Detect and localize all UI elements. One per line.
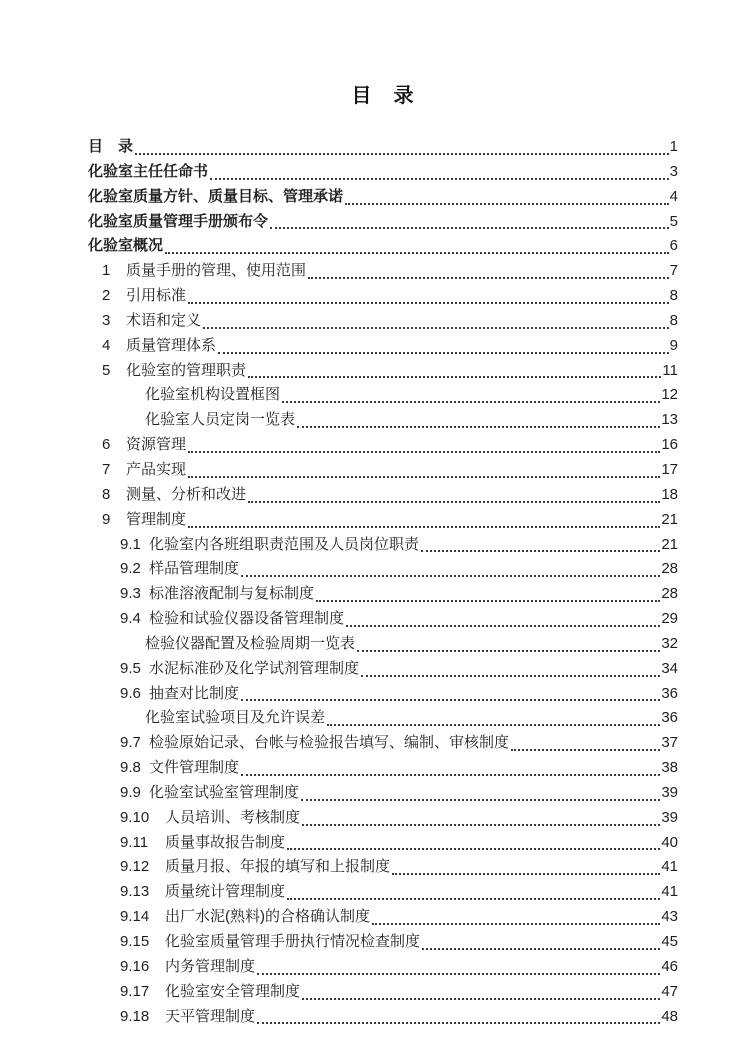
toc-entry[interactable] (88, 880, 678, 905)
toc-entry-label: 检验和试验仪器设备管理制度 (149, 610, 345, 628)
toc-entry-label: 标准溶液配制与复标制度 (149, 585, 315, 603)
dot-leader (203, 327, 669, 329)
toc-entry-label: 化验室机构设置框图 (145, 386, 281, 404)
toc-entry-label: 化验室质量管理手册执行情况检查制度 (165, 933, 421, 950)
toc-entry-number: 6 (102, 436, 111, 454)
toc-entry-number: 9.12 (120, 858, 150, 876)
dot-leader (361, 675, 660, 677)
toc-entry-label: 质量统计管理制度 (165, 883, 286, 901)
toc-entry-page: 18 (661, 485, 678, 503)
toc-entry[interactable] (88, 383, 678, 408)
dot-leader (248, 376, 661, 378)
toc-entry-label: 化验室内各班组职责范围及人员岗位职责 (149, 535, 420, 553)
toc-entry-label: 化验室安全管理制度 (165, 982, 301, 1000)
page-title: 目 录 (351, 85, 415, 107)
toc-entry[interactable] (88, 259, 678, 284)
toc-entry[interactable] (88, 806, 678, 831)
dot-leader (316, 600, 660, 602)
dot-leader (241, 575, 660, 577)
toc-entry-page: 43 (661, 908, 678, 926)
dot-leader (165, 252, 669, 254)
toc-entry[interactable] (88, 980, 678, 1005)
toc-entry-page: 6 (669, 237, 678, 255)
toc-entry-label: 质量管理体系 (126, 336, 217, 354)
toc-entry-label: 内务管理制度 (165, 957, 256, 975)
toc-entry-number: 9.5 (120, 659, 141, 677)
toc-entry-number: 8 (102, 485, 111, 503)
toc-entry[interactable] (88, 682, 678, 707)
toc-entry[interactable] (88, 458, 678, 483)
dot-leader (218, 352, 669, 354)
dot-leader (188, 476, 660, 478)
toc-entry-number: 5 (102, 361, 111, 379)
toc-entry-label: 管理制度 (126, 510, 187, 528)
toc-entry[interactable] (88, 831, 678, 856)
toc-entry-page: 3 (669, 162, 678, 180)
toc-entry-page: 9 (669, 336, 678, 354)
toc-entry-label: 天平管理制度 (165, 1007, 256, 1025)
toc-entry-label: 化验室概况 (88, 237, 164, 255)
toc-entry-number: 7 (102, 460, 111, 478)
toc-entry[interactable] (88, 632, 678, 657)
dot-leader (302, 824, 660, 826)
toc-entry-page: 37 (661, 734, 678, 752)
toc-entry-number: 9.16 (120, 957, 150, 975)
dot-leader (188, 451, 660, 453)
dot-leader (345, 203, 669, 205)
toc-entry[interactable] (88, 433, 678, 458)
toc-entry-page: 38 (661, 759, 678, 777)
toc-entry-page: 36 (661, 709, 678, 727)
toc-entry-number: 9.11 (120, 833, 149, 851)
dot-leader (188, 302, 669, 304)
toc-entry[interactable] (88, 731, 678, 756)
toc-entry[interactable] (88, 185, 678, 210)
toc-entry-page: 4 (669, 187, 678, 205)
toc-entry-page: 39 (661, 808, 678, 826)
toc-entry-page: 34 (661, 659, 678, 677)
toc-entry-page: 39 (661, 783, 678, 801)
dot-leader (301, 799, 660, 801)
toc-entry-page: 45 (661, 933, 678, 950)
toc-entry-label: 人员培训、考核制度 (165, 808, 301, 826)
toc-entry-label: 检验仪器配置及检验周期一览表 (145, 634, 356, 652)
toc-entry-label: 水泥标准砂及化学试剂管理制度 (149, 659, 360, 677)
dot-leader (210, 178, 669, 180)
toc-entry[interactable] (88, 210, 678, 235)
toc-entry-label: 化验室的管理职责 (126, 361, 247, 379)
toc-entry-number: 1 (102, 262, 111, 280)
toc-entry[interactable] (88, 334, 678, 359)
dot-leader (188, 526, 660, 528)
dot-leader (346, 625, 660, 627)
toc-entry-label: 抽查对比制度 (149, 684, 240, 702)
toc-entry-page: 46 (661, 957, 678, 975)
toc-entry[interactable] (88, 930, 678, 955)
toc-entry[interactable] (88, 135, 678, 160)
toc-entry[interactable] (88, 756, 678, 781)
toc-entry-label: 术语和定义 (126, 311, 202, 329)
toc-entry-number: 9.1 (120, 535, 141, 553)
toc-entry-label: 化验室试验项目及允许误差 (145, 709, 326, 727)
toc-entry[interactable] (88, 408, 678, 433)
toc-entry[interactable] (88, 607, 678, 632)
dot-leader (257, 1022, 660, 1024)
toc-entry-number: 9.6 (120, 684, 141, 702)
toc-entry-page: 28 (661, 585, 678, 603)
dot-leader (241, 774, 660, 776)
toc-entry-number: 9.8 (120, 759, 141, 777)
dot-leader (135, 153, 669, 155)
dot-leader (422, 948, 660, 950)
toc-entry[interactable] (88, 955, 678, 980)
toc-entry-page: 41 (661, 883, 678, 901)
toc-entry-number: 4 (102, 336, 111, 354)
toc-entry-label: 化验室主任任命书 (88, 162, 209, 180)
toc-entry-page: 1 (669, 138, 678, 155)
toc-entry[interactable] (88, 359, 678, 384)
toc-entry-page: 32 (661, 634, 678, 652)
toc-entry[interactable] (88, 582, 678, 607)
toc-entry-page: 12 (661, 386, 678, 404)
toc-entry-number: 9 (102, 510, 111, 528)
dot-leader (308, 277, 669, 279)
toc-entry-page: 16 (661, 436, 678, 454)
toc-entry-page: 8 (669, 311, 678, 329)
toc-entry-page: 36 (661, 684, 678, 702)
toc-entry-label: 化验室试验室管理制度 (149, 783, 300, 801)
toc-entry-number: 2 (102, 287, 111, 305)
dot-leader (257, 973, 660, 975)
toc-entry-page: 47 (661, 982, 678, 1000)
toc-entry[interactable] (88, 483, 678, 508)
dot-leader (421, 550, 660, 552)
toc-entry-page: 21 (661, 535, 678, 553)
dot-leader (287, 848, 660, 850)
dot-leader (372, 923, 660, 925)
toc-entry-number: 9.3 (120, 585, 141, 603)
toc-entry-page: 48 (661, 1007, 678, 1025)
toc-entry-label: 质量手册的管理、使用范围 (126, 262, 307, 280)
toc-entry[interactable] (88, 533, 678, 558)
toc-entry[interactable] (88, 706, 678, 731)
toc-entry[interactable] (88, 855, 678, 880)
toc-entry-page: 17 (661, 460, 678, 478)
toc-entry-label: 目 录 (88, 138, 134, 155)
dot-leader (327, 724, 660, 726)
toc-entry-page: 41 (661, 858, 678, 876)
toc-entry[interactable] (88, 160, 678, 185)
toc-entry-label: 引用标准 (126, 287, 187, 305)
toc-entry-page: 7 (669, 262, 678, 280)
toc-entry-label: 质量事故报告制度 (165, 833, 286, 851)
toc-entry-page: 29 (661, 610, 678, 628)
dot-leader (392, 873, 660, 875)
dot-leader (511, 749, 660, 751)
dot-leader (297, 426, 660, 428)
toc-entry[interactable] (88, 234, 678, 259)
toc-entry-number: 9.17 (120, 982, 150, 1000)
toc-entry-number: 9.13 (120, 883, 150, 901)
toc-entry-page: 40 (661, 833, 678, 851)
toc-entry[interactable] (88, 309, 678, 334)
toc-entry-label: 质量月报、年报的填写和上报制度 (165, 858, 391, 876)
toc-entry-label: 样品管理制度 (149, 560, 240, 578)
toc-entry-number: 9.10 (120, 808, 150, 826)
toc-entry-number: 9.4 (120, 610, 141, 628)
dot-leader (270, 227, 669, 229)
dot-leader (302, 998, 660, 1000)
toc-entry[interactable] (88, 657, 678, 682)
toc-entry-page: 5 (669, 212, 678, 230)
toc-entry-page: 21 (661, 510, 678, 528)
toc-entry-number: 9.2 (120, 560, 141, 578)
toc-entry-number: 3 (102, 311, 111, 329)
toc-entry-page: 13 (661, 411, 678, 429)
toc-entry[interactable] (88, 508, 678, 533)
toc-entry-label: 产品实现 (126, 460, 187, 478)
toc-entry-label: 化验室质量管理手册颁布令 (88, 212, 269, 230)
toc-entry[interactable] (88, 905, 678, 930)
toc-entry-label: 测量、分析和改进 (126, 485, 247, 503)
toc-entry-number: 9.18 (120, 1007, 150, 1025)
toc-entry-label: 资源管理 (126, 436, 187, 454)
toc-entry-number: 9.14 (120, 908, 150, 926)
toc-entry-number: 9.9 (120, 783, 141, 801)
toc-entry[interactable] (88, 284, 678, 309)
toc-entry-label: 化验室人员定岗一览表 (145, 411, 296, 429)
toc-entry[interactable] (88, 1005, 678, 1030)
toc-entry-label: 文件管理制度 (149, 759, 240, 777)
toc-entry-label: 出厂水泥(熟料)的合格确认制度 (165, 908, 370, 926)
dot-leader (241, 699, 660, 701)
dot-leader (248, 501, 660, 503)
toc-entry-number: 9.7 (120, 734, 141, 752)
toc-list (88, 135, 678, 1029)
toc-entry-page: 28 (661, 560, 678, 578)
toc-entry[interactable] (88, 557, 678, 582)
dot-leader (282, 401, 660, 403)
toc-entry-number: 9.15 (120, 933, 150, 950)
toc-entry[interactable] (88, 781, 678, 806)
toc-entry-page: 11 (662, 361, 678, 379)
toc-entry-label: 化验室质量方针、质量目标、管理承诺 (88, 187, 344, 205)
toc-entry-page: 8 (669, 287, 678, 305)
toc-entry-label: 检验原始记录、台帐与检验报告填写、编制、审核制度 (149, 734, 510, 752)
dot-leader (287, 898, 660, 900)
dot-leader (357, 650, 660, 652)
